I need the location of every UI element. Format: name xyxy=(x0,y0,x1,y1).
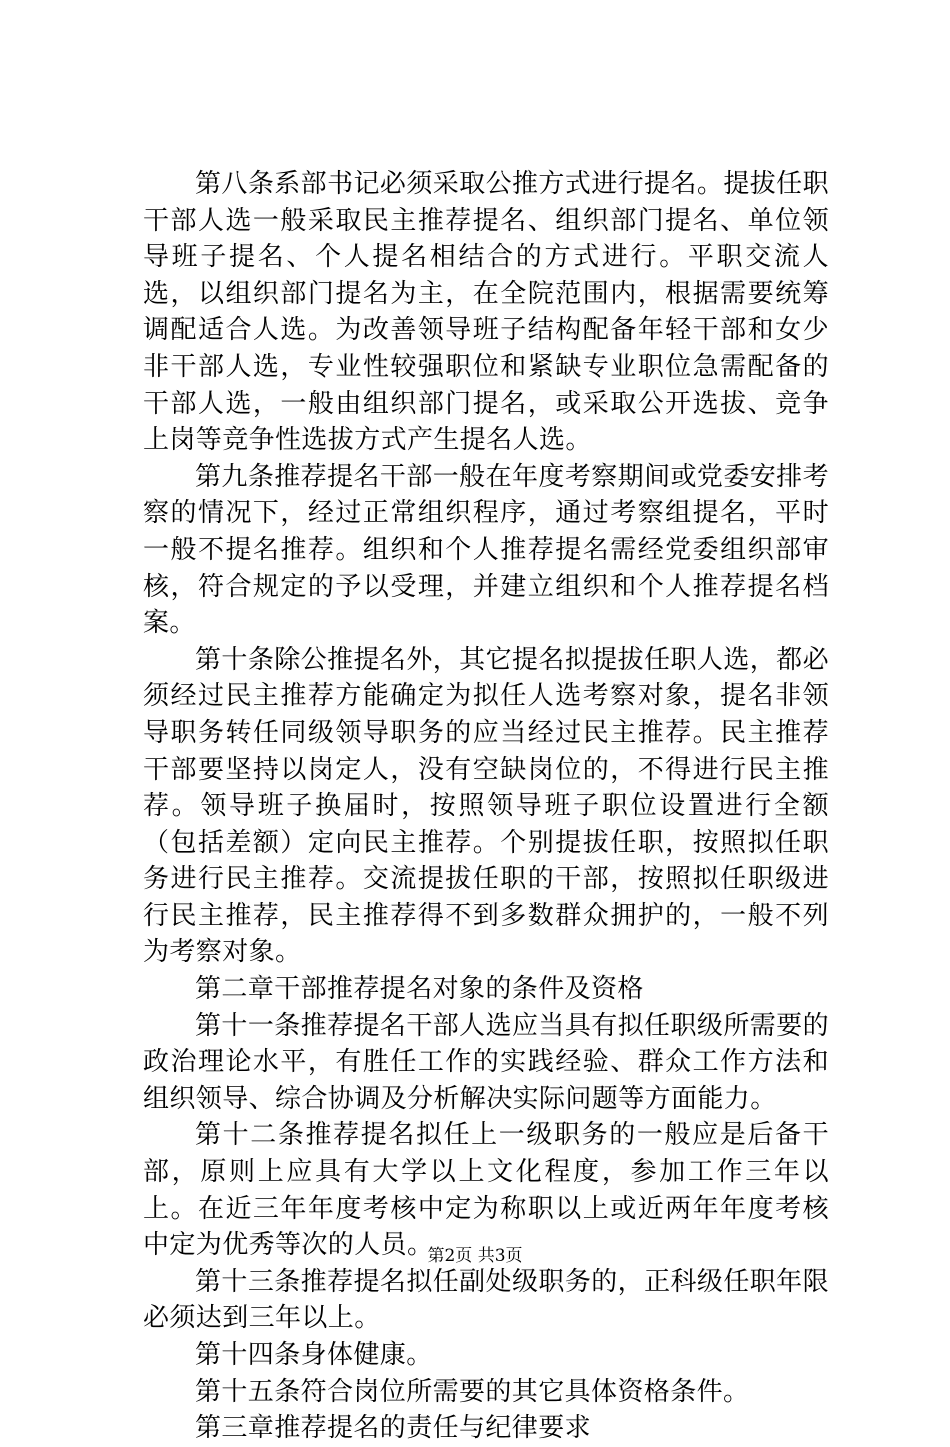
article-10-paragraph: 第十条除公推提名外，其它提名拟提拔任职人选，都必须经过民主推荐方能确定为拟任人选考察对象，提名非领导职务转任同级领导职务的应当经过民主推荐。民主推荐干部要坚持以岗定人，没有空缺岗位的，不得进行民主推荐。领导班子换届时，按照领导班子职位设置进行全额（包括差额）定向民主推荐。个别提拔任职，按照拟任职务进行民主推荐。交流提拔任职的干部，按照拟任职级进行民主推荐，民主推荐得不到多数群众拥护的，一般不列为考察对象。 xyxy=(143,644,829,968)
article-9-paragraph: 第九条推荐提名干部一般在年度考察期间或党委安排考察的情况下，经过正常组织程序，通过考察组提名，平时一般不提名推荐。组织和个人推荐提名需经党委组织部审核，符合规定的予以受理，并建立组织和个人推荐提名档案。 xyxy=(143,461,829,639)
chapter-2-heading: 第二章干部推荐提名对象的条件及资格 xyxy=(195,974,644,1005)
article-13-paragraph: 第十三条推荐提名拟任副处级职务的，正科级任职年限必须达到三年以上。 xyxy=(143,1266,829,1334)
article-14-paragraph: 第十四条身体健康。 xyxy=(195,1340,433,1370)
article-15-paragraph: 第十五条符合岗位所需要的其它具体资格条件。 xyxy=(195,1376,750,1407)
article-11-paragraph: 第十一条推荐提名干部人选应当具有拟任职级所需要的政治理论水平，有胜任工作的实践经验、群众工作方法和组织领导、综合协调及分析解决实际问题等方面能力。 xyxy=(143,1010,829,1114)
article-8-paragraph: 第八条系部书记必须采取公推方式进行提名。提拔任职干部人选一般采取民主推荐提名、组织部门提名、单位领导班子提名、个人提名相结合的方式进行。平职交流人选，以组织部门提名为主，在全院范围内，根据需要统筹调配适合人选。为改善领导班子结构配备年轻干部和女少非干部人选，专业性较强职位和紧缺专业职位急需配备的干部人选，一般由组织部门提名，或采取公开选拔、竞争上岗等竞争性选拔方式产生提名人选。 xyxy=(143,169,829,456)
page-number-footer: 第2页 共3页 xyxy=(427,1246,523,1266)
article-12-paragraph: 第十二条推荐提名拟任上一级职务的一般应是后备干部，原则上应具有大学以上文化程度，参加工作三年以上。在近三年年度考核中定为称职以上或近两年年度考核中定为优秀等次的人员。 xyxy=(143,1120,829,1261)
chapter-3-heading: 第三章推荐提名的责任与纪律要求 xyxy=(195,1413,592,1444)
